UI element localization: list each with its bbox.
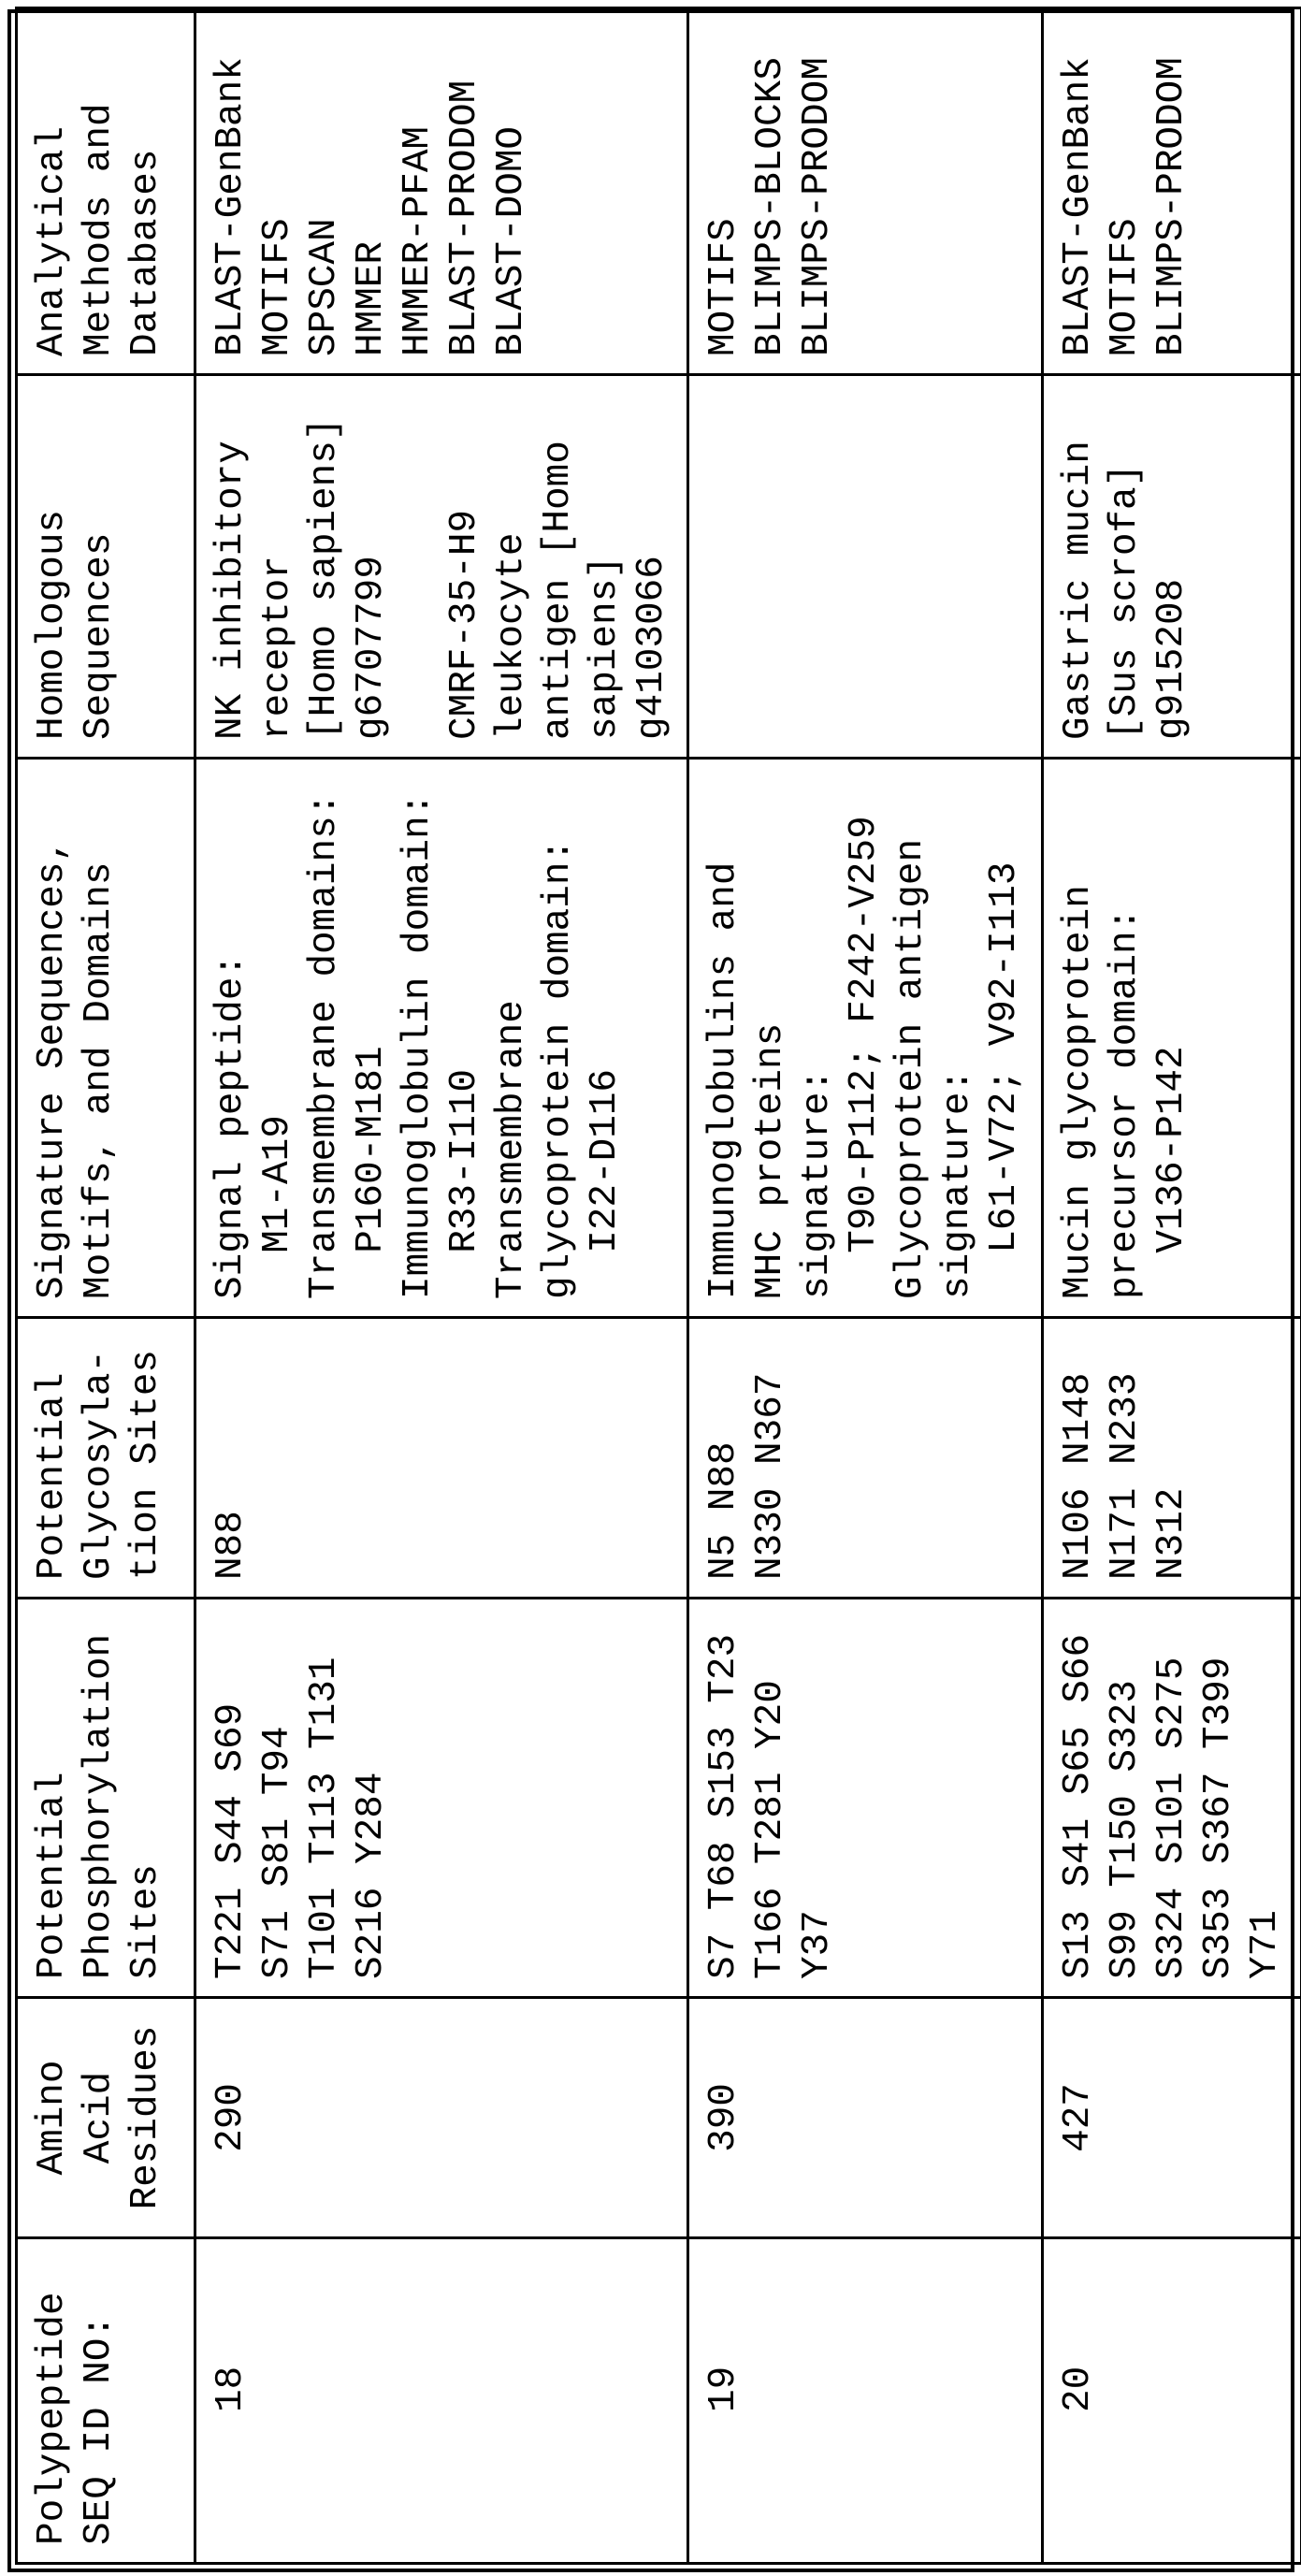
cell-glycosylation-sites: N88 [195, 1318, 688, 1599]
cell-homologous-sequences: Gastric mucin [Sus scrofa] g915208 [1043, 375, 1301, 759]
header-amino-acid-residues: Amino Acid Residues [17, 1998, 195, 2238]
cell-homologous-sequences: NK inhibitory receptor [Homo sapiens] g6707799 CMRF-35-H9 leukocyte antigen [Homo sapiens] g4103066 [195, 375, 688, 759]
header-signature-sequences: Signature Sequences, Motifs, and Domains [17, 759, 195, 1318]
cell-amino-acid-residues: 427 [1043, 1998, 1301, 2238]
cell-glycosylation-sites: N5 N88 N330 N367 [688, 1318, 1043, 1599]
cell-phosphorylation-sites: S13 S41 S65 S66 S99 T150 S323 S324 S101 S275 S353 S367 T399 Y71 [1043, 1599, 1301, 1998]
header-phosphorylation-sites: Potential Phosphorylation Sites [17, 1599, 195, 1998]
cell-homologous-sequences [688, 375, 1043, 759]
table-row [195, 8, 688, 2564]
header-glycosylation-sites: Potential Glycosyla- tion Sites [17, 1318, 195, 1599]
cell-seq-id: 19 [688, 2238, 1043, 2564]
cell-amino-acid-residues: 290 [195, 1998, 688, 2238]
header-homologous-sequences: Homologous Sequences [17, 375, 195, 759]
table-row [688, 8, 1043, 2564]
cell-analytical-methods: BLAST-GenBank MOTIFS SPSCAN HMMER HMMER-PFAM BLAST-PRODOM BLAST-DOMO [195, 8, 688, 375]
cell-signature-sequences: Signal peptide: M1-A19 Transmembrane domains: P160-M181 Immunoglobulin domain: R33-I110 Transmembrane glycoprotein domain: I22-D116 [195, 759, 688, 1318]
cell-seq-id: 20 [1043, 2238, 1301, 2564]
header-seq-id: Polypeptide SEQ ID NO: [17, 2238, 195, 2564]
cell-signature-sequences: Mucin glycoprotein precursor domain: V136-P142 [1043, 759, 1301, 1318]
cell-amino-acid-residues: 390 [688, 1998, 1043, 2238]
cell-glycosylation-sites: N106 N148 N171 N233 N312 [1043, 1318, 1301, 1599]
cell-seq-id: 18 [195, 2238, 688, 2564]
rotated-table-frame [7, 9, 1294, 2572]
polypeptide-table [15, 7, 1301, 2565]
cell-analytical-methods: BLAST-GenBank MOTIFS BLIMPS-PRODOM [1043, 8, 1301, 375]
header-analytical-methods: Analytical Methods and Databases [17, 8, 195, 375]
cell-phosphorylation-sites: S7 T68 S153 T23 T166 T281 Y20 Y37 [688, 1599, 1043, 1998]
header-row [17, 8, 195, 2564]
cell-phosphorylation-sites: T221 S44 S69 S71 S81 T94 T101 T113 T131 S216 Y284 [195, 1599, 688, 1998]
table-row [1043, 8, 1301, 2564]
cell-analytical-methods: MOTIFS BLIMPS-BLOCKS BLIMPS-PRODOM [688, 8, 1043, 375]
cell-signature-sequences: Immunoglobulins and MHC proteins signature: T90-P112; F242-V259 Glycoprotein antigen signature: L61-V72; V92-I113 [688, 759, 1043, 1318]
